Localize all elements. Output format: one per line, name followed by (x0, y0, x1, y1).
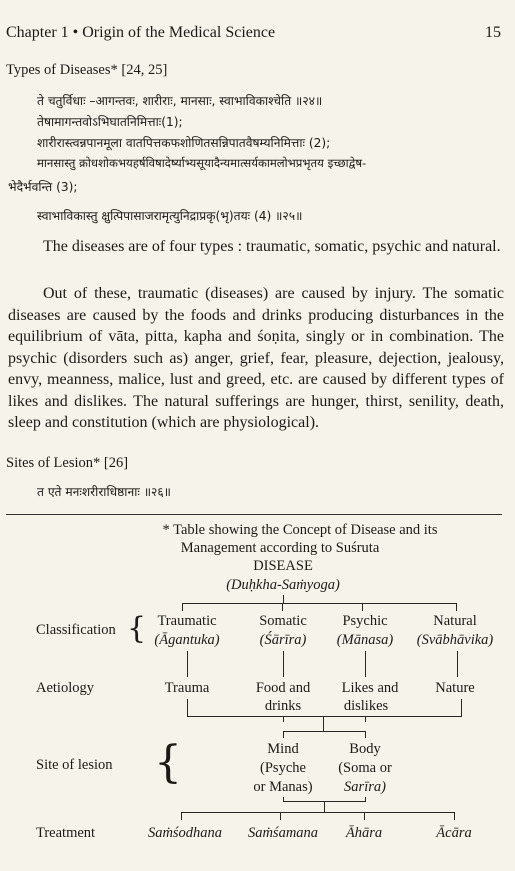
class-name: Traumatic (157, 613, 217, 629)
connector-line (187, 699, 188, 716)
paragraph-text: The diseases are of four types : traumatic, somatic, psychic and natural. (43, 238, 501, 255)
sanskrit-line: तेषामागन्तवोऽभिघातनिमित्ताः(1); (37, 115, 183, 129)
brace-icon: { (154, 737, 182, 788)
connector-line (461, 699, 462, 716)
connector-line (365, 731, 366, 738)
treatment-item: Ācāra (436, 825, 472, 841)
class-name: Somatic (259, 613, 307, 629)
aetiology-item: drinks (264, 698, 302, 714)
connector-line (280, 812, 281, 820)
connector-line (365, 651, 366, 677)
connector-line (181, 812, 182, 820)
class-sanskrit: (Śārīra) (259, 632, 307, 648)
connector-line (456, 603, 457, 611)
diagram-root: DISEASE (253, 558, 313, 574)
treatment-item: Saṁśamana (247, 825, 319, 841)
footnote-divider (6, 514, 502, 515)
site-item: Body (349, 741, 381, 757)
treatment-item: Saṁśodhana (147, 825, 223, 841)
paragraph-text: Out of these, traumatic (diseases) are caused by injury. The somatic diseases are caused by the foods and drinks producing disturbances in the equilibrium of vāta, pitta, kapha and śoṇita, singly or in combination. The psychic (disorders such as) anger, grief, fear, pleasure, dejection, jealousy, envy, meanness, malice, lust and greed, etc. are caused by different types of likes and dislikes. The natural sufferings are hunger, thirst, senility, death, sleep and constitution (which are physiological). (8, 285, 504, 431)
class-name: Natural (433, 613, 477, 629)
connector-line (283, 731, 366, 732)
table-title: Management according to Suśruta (180, 540, 380, 556)
row-label-aetiology: Aetiology (36, 680, 94, 696)
paragraph-description (8, 283, 504, 434)
sanskrit-line: मानसास्तु क्रोधशोकभयहर्षविषादेर्ष्याभ्यसूयादैन्यमात्सर्यकामलोभप्रभृतय इच्छाद्वेष- (37, 156, 367, 170)
connector-line (187, 716, 462, 717)
sanskrit-line: स्वाभाविकास्तु क्षुत्पिपासाजरामृत्युनिद्राप्रकृ(भृ)तयः (4) ॥२५॥ (37, 209, 303, 223)
paragraph-types (8, 236, 504, 258)
table-title: * Table showing the Concept of Disease and its (162, 522, 438, 538)
class-sanskrit: (Svābhāvika) (416, 632, 494, 648)
aetiology-item: Trauma (164, 680, 210, 696)
connector-line (283, 731, 284, 738)
sanskrit-line: शारीरास्त्वन्नपानमूला वातपित्तकफशोणितसन्निपातवैषम्यनिमित्ताः (2); (37, 136, 331, 150)
connector-line (457, 651, 458, 677)
connector-line (454, 812, 455, 820)
brace-icon: { (127, 611, 147, 646)
page-number: 15 (485, 24, 501, 41)
connector-line (323, 716, 324, 732)
site-item: (Soma or (338, 760, 392, 776)
connector-line (283, 651, 284, 677)
connector-line (182, 603, 183, 611)
connector-line (364, 812, 365, 820)
aetiology-item: Likes and (341, 680, 399, 696)
site-item: (Psyche (260, 760, 306, 776)
row-label-treatment: Treatment (36, 825, 96, 841)
connector-line (282, 603, 283, 611)
row-label-site: Site of lesion (36, 757, 113, 773)
section-heading-sites: Sites of Lesion* [26] (6, 455, 129, 471)
class-sanskrit: (Mānasa) (336, 632, 394, 648)
connector-line (362, 603, 363, 611)
section-heading-types: Types of Diseases* [24, 25] (6, 62, 168, 78)
aetiology-item: Food and (255, 680, 311, 696)
diagram-root-sub: (Duḥkha-Saṁyoga) (226, 577, 340, 593)
sanskrit-line: ते चतुर्विधाः –आगन्तवः, शारीराः, मानसाः, स्वाभाविकाश्चेति ॥२४॥ (37, 94, 323, 108)
site-item: Mind (267, 741, 299, 757)
aetiology-item: Nature (435, 680, 475, 696)
site-item: or Manas) (253, 779, 313, 795)
treatment-item: Āhāra (345, 825, 383, 841)
site-item: Sarīra) (344, 779, 386, 795)
aetiology-item: dislikes (343, 698, 389, 714)
connector-line (187, 651, 188, 677)
class-name: Psychic (342, 613, 388, 629)
sanskrit-line: भेदैर्भवन्ति (3); (8, 180, 78, 194)
class-sanskrit: (Āgantuka) (154, 632, 220, 648)
connector-line (182, 603, 457, 604)
row-label-classification: Classification (36, 622, 116, 638)
connector-line (181, 812, 455, 813)
running-header: Chapter 1 • Origin of the Medical Science (6, 24, 276, 41)
sanskrit-line: त एते मनःशरीराधिष्ठानाः ॥२६॥ (37, 485, 171, 499)
